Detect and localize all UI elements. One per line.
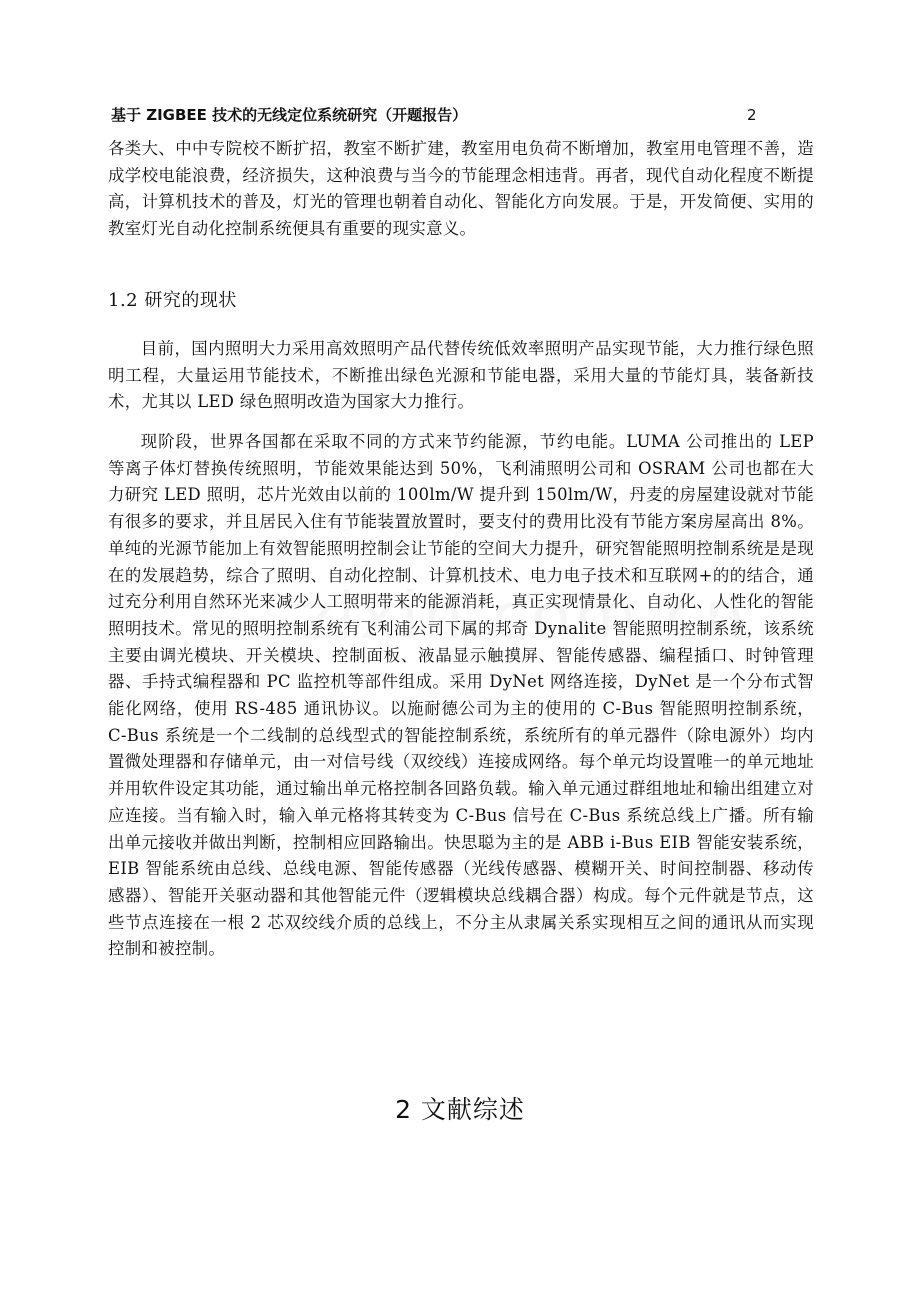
section-paragraph-2-block — [108, 429, 814, 963]
page-header — [111, 104, 771, 126]
header-title: 基于 ZIGBEE 技术的无线定位系统研究（开题报告） — [111, 106, 468, 124]
section-paragraph-2: 现阶段，世界各国都在采取不同的方式来节约能源，节约电能。LUMA 公司推出的 LEP 等离子体灯替换传统照明，节能效果能达到 50%，飞利浦照明公司和 OSRAM 公司也都在大力研究 LED 照明，芯片光效由以前的 100lm/W 提升到 150lm/W，丹麦的房屋建设就对节能有很多的要求，并且居民入住有节能装置放置时，要支付的费用比没有节能方案房屋高出 8%。单纯的光源节能加上有效智能照明控制会让节能的空间大力提升，研究智能照明控制系统是是现在的发展趋势，综合了照明、自动化控制、计算机技术、电力电子技术和互联网+的的结合，通过充分利用自然环光来减少人工照明带来的能源消耗，真正实现情景化、自动化、人性化的智能照明技术。常见的照明控制系统有飞利浦公司下属的邦奇 Dynalite 智能照明控制系统，该系统主要由调光模块、开关模块、控制面板、液晶显示触摸屏、智能传感器、编程插口、时钟管理器、手持式编程器和 PC 监控机等部件组成。采用 DyNet 网络连接，DyNet 是一个分布式智能化网络，使用 RS-485 通讯协议。以施耐德公司为主的使用的 C-Bus 智能照明控制系统，C-Bus 系统是一个二线制的总线型式的智能控制系统，系统所有的单元器件（除电源外）均内置微处理器和存储单元，由一对信号线（双绞线）连接成网络。每个单元均设置唯一的单元地址并用软件设定其功能，通过输出单元格控制各回路负载。输入单元通过群组地址和输出组建立对应连接。当有输入时，输入单元格将其转变为 C-Bus 信号在 C-Bus 系统总线上广播。所有输出单元接收并做出判断，控制相应回路输出。快思聪为主的是 ABB i-Bus EIB 智能安装系统，EIB 智能系统由总线、总线电源、智能传感器（光线传感器、模糊开关、时间控制器、移动传感器）、智能开关驱动器和其他智能元件（逻辑模块总线耦合器）构成。每个元件就是节点，这些节点连接在一根 2 芯双绞线介质的总线上，不分主从隶属关系实现相互之间的通讯从而实现控制和被控制。 — [108, 432, 814, 959]
intro-paragraph-block — [108, 136, 814, 243]
intro-paragraph: 各类大、中中专院校不断扩招，教室不断扩建，教室用电负荷不断增加，教室用电管理不善，造成学校电能浪费，经济损失，这种浪费与当今的节能理念相违背。再者，现代自动化程度不断提高，计算机技术的普及，灯光的管理也朝着自动化、智能化方向发展。于是，开发简便、实用的教室灯光自动化控制系统便具有重要的现实意义。 — [108, 139, 814, 239]
page-number: 2 — [747, 106, 757, 124]
chapter-heading: 2 文献综述 — [395, 1095, 525, 1124]
section-heading: 1.2 研究的现状 — [108, 290, 237, 311]
section-paragraph-1-block — [108, 336, 814, 416]
section-paragraph-1: 目前，国内照明大力采用高效照明产品代替传统低效率照明产品实现节能，大力推行绿色照明工程，大量运用节能技术，不断推出绿色光源和节能电器，采用大量的节能灯具，装备新技术，尤其以 LED 绿色照明改造为国家大力推行。 — [108, 339, 814, 412]
